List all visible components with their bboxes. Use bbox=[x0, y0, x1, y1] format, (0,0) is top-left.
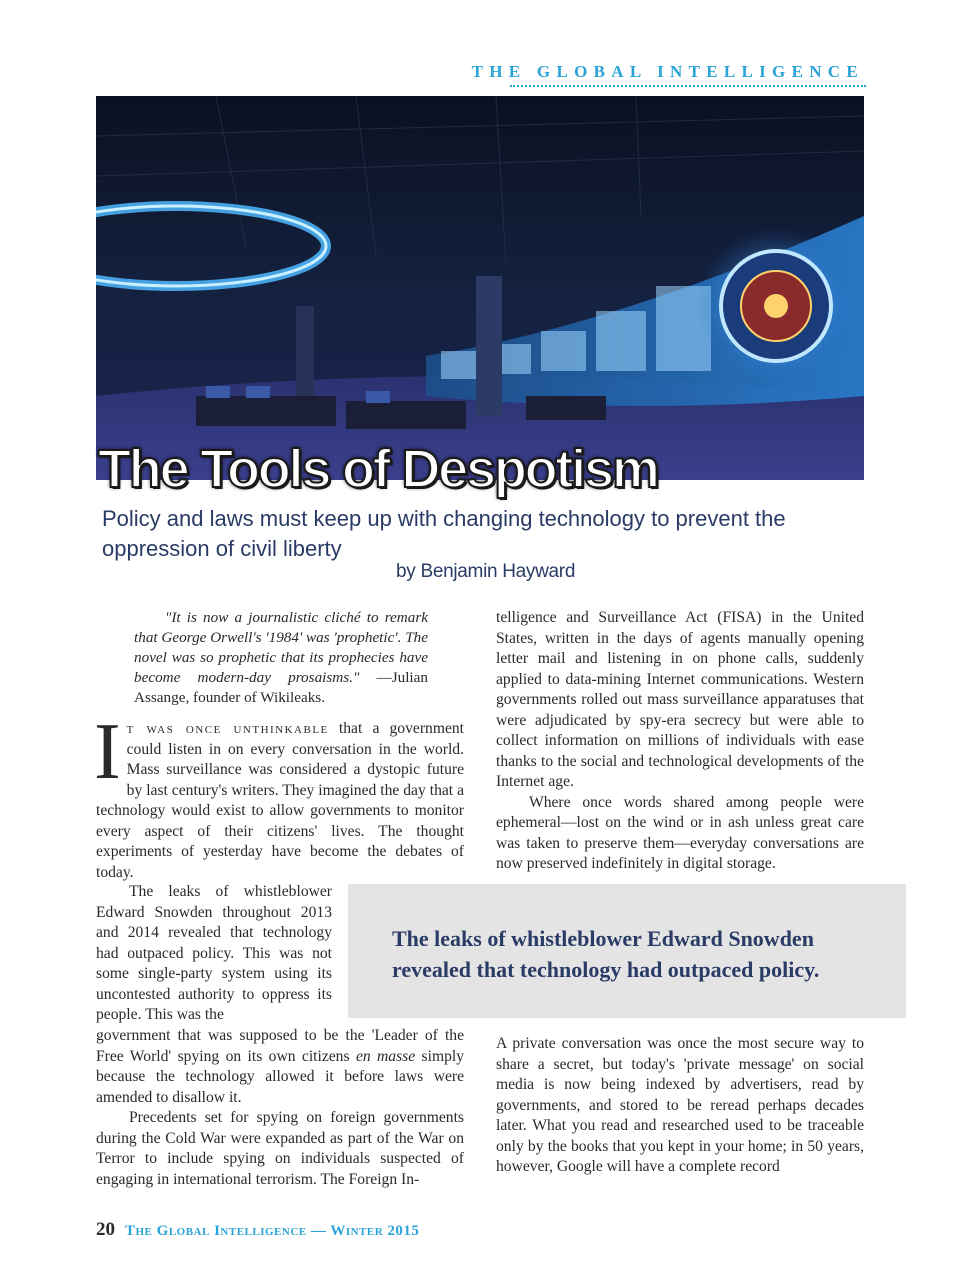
article-subtitle: Policy and laws must keep up with changing technology to prevent the oppression of civil liberty bbox=[102, 506, 786, 561]
operations-center-illustration bbox=[96, 96, 864, 480]
body-paragraph-2-start bbox=[96, 882, 332, 1026]
body-paragraph-1 bbox=[94, 708, 464, 883]
paragraph-2-start-text: The leaks of whistleblower Edward Snowden throughout 2013 and 2014 revealed that technology had outpaced policy. This was not some single-party system using its uncontested authority to oppress its people. This was the bbox=[96, 883, 332, 1023]
pull-quote: The leaks of whistleblower Edward Snowden revealed that technology had outpaced policy. bbox=[392, 926, 820, 982]
paragraph-3-text: Precedents set for spying on foreign governments during the Cold War were expanded as part of the War on Terror to include spying on individuals suspected of engaging in international terrorism. The Foreign In- bbox=[96, 1109, 464, 1188]
article-byline: by Benjamin Hayward bbox=[396, 561, 576, 582]
lead-in: t was once unthinkable bbox=[126, 720, 329, 737]
paragraph-4-text: Where once words shared among people were ephemeral—lost on the wind or in ash unless great care was taken to preserve them—everyday conversations are now preserved indefinitely in digital storage. bbox=[496, 793, 864, 872]
paragraph-2-italic: en masse bbox=[355, 1047, 416, 1065]
epigraph-quote: "It is now a journalistic cliché to remark that George Orwell's '1984' was 'prophetic'. The novel was so prophetic that its prophecies have become modern-day prosaisms." bbox=[134, 609, 428, 686]
page-number: 20 bbox=[96, 1219, 115, 1240]
article-title: The Tools of Despotism bbox=[98, 439, 658, 499]
body-right-top bbox=[496, 608, 864, 875]
header-dotted-rule bbox=[510, 85, 866, 87]
body-right-bottom bbox=[496, 1034, 864, 1178]
epigraph bbox=[134, 608, 428, 708]
page-footer bbox=[96, 1219, 419, 1241]
paragraph-2-text-b: simply because the technology allowed it before laws were amended to disallow it. bbox=[96, 1047, 465, 1106]
paragraph-1-text: that a government could listen in on every conversation in the world. Mass surveillance was considered a dystopic future by last century's writers. They imagined the day that a technology would exist to allow governments to monitor every aspect of their citizens' lives. The thought experiments of yesterday have become the debates of today. bbox=[96, 720, 464, 881]
paragraph-5-text: A private conversation was once the most secure way to share a secret, but today's 'private message' on social media is now being indexed by advertisers, read by governments, and stored to be reread perhaps decades later. What you read and researched used to be traceable only by the books that you kept in your home; in 50 years, however, Google will have a complete record bbox=[496, 1035, 864, 1175]
running-header: THE GLOBAL INTELLIGENCE bbox=[471, 62, 864, 81]
drop-cap: I bbox=[94, 708, 121, 796]
body-paragraph-2-3 bbox=[96, 1026, 464, 1190]
paragraph-3-continued: telligence and Surveillance Act (FISA) in the United States, written in the days of agents manually opening letter mail and listening in on phone calls, suddenly applied to data-mining Internet communications. Western governments rolled out mass surveillance apparatuses that were adjudicated by spy-era secrecy but were able to collect information on millions of individuals with ease thanks to the social and technological developments of the Internet age. bbox=[496, 609, 864, 790]
footer-publication: The Global Intelligence — Winter 2015 bbox=[125, 1223, 420, 1239]
paragraph-2-text-a: government that was supposed to be the 'Leader of the Free World' spying on its own citizens bbox=[96, 1027, 464, 1065]
hero-image bbox=[96, 96, 864, 480]
epigraph-attribution: —Julian Assange, founder of Wikileaks. bbox=[134, 669, 428, 706]
